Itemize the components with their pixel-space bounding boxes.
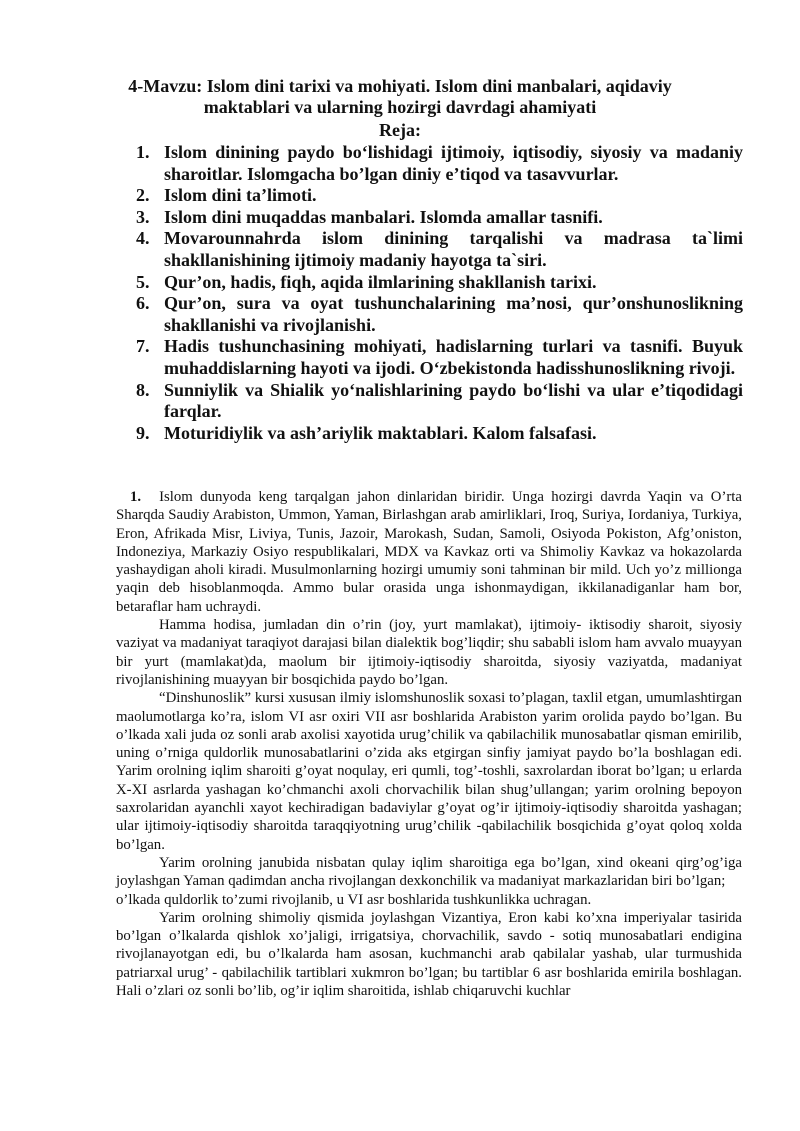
plan-item-number: 2. [136, 185, 150, 206]
paragraph-6: Yarim orolning shimoliy qismida joylashgan Vizantiya, Eron kabi ko’xna imperiyalar tasirida bo’lgan o’lkalarda qishlok xo’jaligi, irrigatsiya, chorvachilik, savdo - sotiq munosabatlari endigina rivojlanayotgan edi, bu o’lkalarda ham asosan, kuchmanchi arab qabilalar yashab, ular turmushida patriarxal urug’ - qabilachilik tartiblari xukmron bo’lgan; bu tartiblar 6 asr boshlarida emirila boshlagan. Hali o’zlari oz sonli bo’lib, og’ir iqlim sharoitida, ishlab chiqaruvchi kuchlar [116, 909, 742, 1000]
plan-item [136, 380, 743, 423]
title-line-1: 4-Mavzu: Islom dini tarixi va mohiyati. Islom dini manbalari, aqidaviy [128, 76, 672, 96]
plan-heading: Reja: [379, 120, 421, 140]
plan-item-text: Moturidiylik va ash’ariylik maktablari. Kalom falsafasi. [164, 422, 597, 443]
paragraph-5: o’lkada quldorlik to’zumi rivojlanib, u VI asr boshlarida tushkunlikka uchragan. [116, 891, 592, 908]
paragraph-4: Yarim orolning janubida nisbatan qulay iqlim sharoitiga ega bo’lgan, xind okeani qirg’og’iga joylashgan Yaman qadimdan ancha rivojlangan dexkonchilik va madaniyat markazlaridan biri bo’lgan; [116, 854, 742, 890]
plan-item-text: Sunniylik va Shialik yo‘nalishlarining paydo bo‘lishi va ular e’tiqodidagi farqlar. [164, 379, 743, 422]
plan-item-text: Movarounnahrda islom dinining tarqalishi va madrasa ta`limi shakllanishining ijtimoiy madaniy hayotga ta`siri. [164, 228, 743, 270]
paragraph-text: Islom dunyoda keng tarqalgan jahon dinlaridan biridir. Unga hozirgi davrda Yaqin va O’rta Sharqda Saudiy Arabiston, Ummon, Yaman, Birlashgan arab amirliklari, Iroq, Suriya, Iordaniya, Turkiya, Eron, Afrikada Misr, Liviya, Tunis, Jazoir, Marokash, Sudan, Samoli, Osiyoda Pokiston, Afg’oniston, Indoneziya, Markaziy Osiyo respublikalari, MDX va Kavkaz orti va Shimoliy Kavkaz va hokazolarda yashaydigan aholi kiradi. Musulmonlarning hozirgi umumiy soni tahminan bir mild. Uch yo’z millionga yaqin deb hisoblanmoqda. Ammo bular orasida unga ishonmaydigan, ikkilanadiganlar ham bor, betaraflar ham uchraydi. [116, 489, 742, 615]
body-text [116, 488, 742, 1000]
plan-item-number: 1. [136, 142, 150, 162]
paragraph-3: “Dinshunoslik” kursi xususan ilmiy islomshunoslik soxasi to’plagan, taxlil etgan, umumlashtirgan maolumotlarga ko’ra, islom VI asr oxiri VII asr boshlarida Arabiston yarim orolida paydo bo’lgan. Bu o’lkada xali juda oz sonli arab axolisi xayotida urug’chilik va qabilachilik munosabatlar qisman emirilib, uning o’rniga quldorlik munosabatlarini o’zida aks etgirgan sinfiy jamiyat paydo bo’la boshlagan edi. Yarim orolning iqlim sharoiti g’oyat noqulay, eri qumli, tog’-toshli, saxrolardan iborat bo’lgan; u erlarda X-XI asrlarda yashagan ko’chmanchi axoli chorvachilik bilan shug’ullangan; yarim orolning bepoyon saxrolaridan ayanchli xayot kechiradigan badaviylar g’oyat og’ir ijtimoiy-iqtisodiy sharoitda yashagan; ular ijtimoiy-iqtisodiy sharoitda taraqqiyotning urug’chilik -qabilachilik bosqichida g’oyat qoloq xolda bo’lgan. [116, 690, 742, 853]
plan-item-text: Qur’on, sura va oyat tushunchalarining ma’nosi, qur’onshunoslikning shakllanishi va rivojlanishi. [164, 293, 743, 335]
plan-item-number: 8. [136, 379, 150, 400]
plan-item-number: 3. [136, 206, 150, 227]
plan-item-text: Hadis tushunchasining mohiyati, hadislarning turlari va tasnifi. Buyuk muhaddislarning hayoti va ijodi. O‘zbekistonda hadisshunoslikning rivoji. [164, 336, 743, 378]
plan-item-number: 5. [136, 271, 150, 292]
title-line-2: maktablari va ularning hozirgi davrdagi ahamiyati [203, 97, 597, 117]
paragraph-2: Hamma hodisa, jumladan din o’rin (joy, yurt mamlakat), ijtimoiy- iktisodiy sharoit, siyosiy vaziyat va madaniyat taraqiyot darajasi bilan dialektik bog’liqdir; shu sababli islom ham avvalo muayyan bir yurt (mamlakat)da, maolum bir ijtimoiy-iqtisodiy sharoitda, siyosiy vaziyatda, madaniyat rivojlanishining muayyan bir bosqichida paydo bo’lgan. [116, 617, 742, 688]
plan-item-number: 4. [136, 228, 150, 249]
plan-item-number: 7. [136, 336, 150, 357]
plan-item [136, 185, 743, 207]
plan-list [136, 142, 743, 444]
plan-item-text: Qur’on, hadis, fiqh, aqida ilmlarining shakllanish tarixi. [164, 271, 597, 292]
document-title [110, 76, 690, 118]
paragraph-1 [116, 488, 742, 616]
plan-item-text: Islom dini muqaddas manbalari. Islomda amallar tasnifi. [164, 206, 603, 227]
plan-item-text: Islom dinining paydo bo‘lishidagi ijtimoiy, iqtisodiy, siyosiy va madaniy sharoitlar. Islomgacha bo’lgan diniy e’tiqod va tasavvurlar. [164, 142, 743, 184]
plan-item [136, 207, 743, 229]
plan-item-number: 6. [136, 293, 150, 314]
plan-item [136, 142, 743, 185]
plan-item [136, 272, 743, 294]
plan-item [136, 293, 743, 336]
plan-item-number: 9. [136, 422, 150, 443]
plan-item [136, 423, 743, 445]
plan-item [136, 228, 743, 271]
plan-item [136, 336, 743, 379]
plan-item-text: Islom dini ta’limoti. [164, 185, 317, 206]
paragraph-number: 1. [130, 489, 142, 505]
